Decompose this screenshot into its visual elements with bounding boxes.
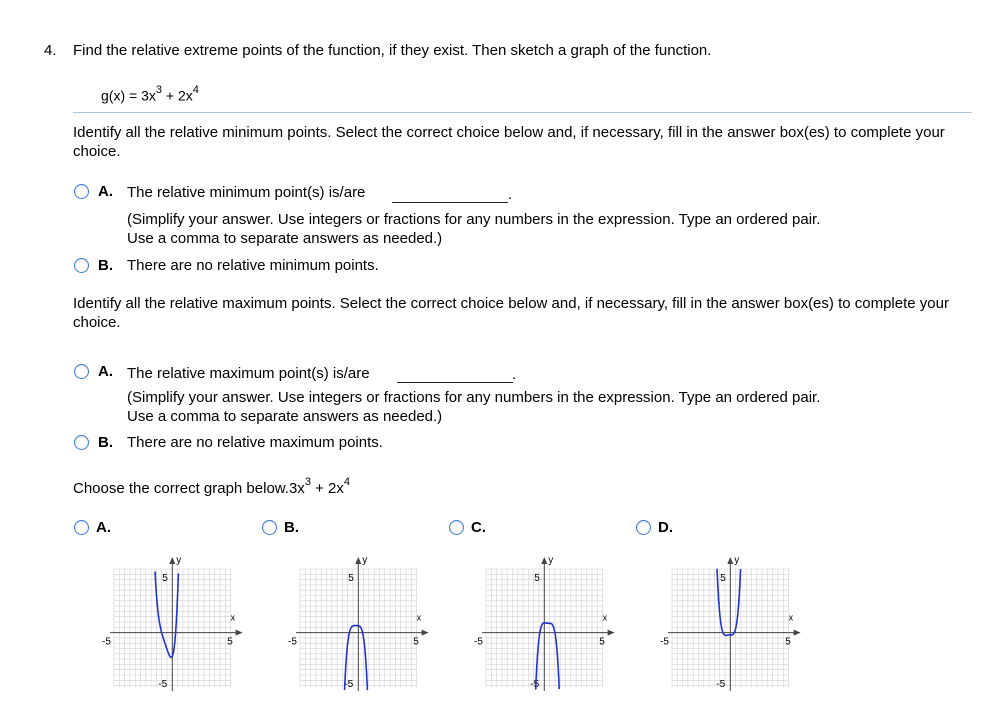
y-axis-arrow — [169, 557, 175, 564]
x-max-label: 5 — [785, 636, 791, 648]
x-axis-label: x — [788, 612, 794, 623]
graph-instruction-prefix: Choose the correct graph below.3x — [73, 480, 305, 497]
graph-instruction-exp1: 3 — [304, 476, 311, 488]
y-axis-arrow — [727, 557, 733, 564]
y-max-label: 5 — [162, 573, 168, 584]
x-axis-arrow — [236, 630, 243, 636]
graph-instruction — [73, 478, 350, 497]
min-option-b-radio[interactable] — [74, 258, 89, 273]
y-min-label: -5 — [530, 679, 540, 690]
max-answer-period: . — [512, 366, 517, 383]
x-axis-arrow — [608, 630, 615, 636]
graph-b[interactable] — [286, 545, 422, 695]
y-axis-label: y — [734, 555, 740, 566]
graph-instruction-mid: + 2x — [310, 480, 344, 497]
x-axis-arrow — [422, 630, 429, 636]
y-max-label: 5 — [348, 573, 354, 584]
max-option-a-text: The relative maximum point(s) is/are — [127, 365, 370, 382]
graph-option-b-letter: B. — [284, 519, 299, 536]
y-axis-label: y — [362, 555, 368, 566]
graph-option-c-radio[interactable] — [449, 520, 464, 535]
min-option-a-radio[interactable] — [74, 184, 89, 199]
x-max-label: 5 — [599, 636, 605, 648]
x-axis-label: x — [602, 612, 608, 623]
max-answer-box[interactable] — [397, 381, 513, 383]
max-option-a-hint: (Simplify your answer. Use integers or fractions for any numbers in the expression. Type an ordered pair. Use a comma to separate answers as needed.) — [127, 389, 821, 425]
x-min-label: -5 — [474, 636, 483, 648]
min-option-b-text: There are no relative minimum points. — [127, 257, 379, 274]
min-option-b-letter: B. — [98, 257, 113, 274]
min-answer-period: . — [508, 186, 513, 203]
min-answer-box[interactable] — [392, 201, 508, 203]
x-min-label: -5 — [660, 636, 669, 648]
function-exp2: 4 — [192, 84, 199, 96]
question-prompt: Find the relative extreme points of the function, if they exist. Then sketch a graph of the function. — [73, 42, 712, 59]
y-min-label: -5 — [344, 679, 354, 690]
function-exp1: 3 — [155, 84, 162, 96]
graph-instruction-exp2: 4 — [343, 476, 350, 488]
max-option-a-radio[interactable] — [74, 364, 89, 379]
graph-option-d-letter: D. — [658, 519, 673, 536]
y-max-label: 5 — [534, 573, 540, 584]
x-axis-arrow — [794, 630, 801, 636]
y-max-label: 5 — [720, 573, 726, 584]
min-option-a-text: The relative minimum point(s) is/are — [127, 184, 366, 201]
graph-option-d-radio[interactable] — [636, 520, 651, 535]
graph-a[interactable] — [100, 545, 236, 695]
y-axis-arrow — [541, 557, 547, 564]
y-axis-arrow — [355, 557, 361, 564]
graph-option-c-letter: C. — [471, 519, 486, 536]
min-option-a-hint: (Simplify your answer. Use integers or fractions for any numbers in the expression. Type an ordered pair. Use a comma to separate answers as needed.) — [127, 211, 821, 247]
y-min-label: -5 — [158, 679, 168, 690]
function-mid: + 2x — [161, 87, 193, 104]
x-axis-label: x — [230, 612, 236, 623]
question-number: 4. — [44, 42, 57, 59]
max-instruction: Identify all the relative maximum points. Select the correct choice below and, if necessary, fill in the answer box(es) to complete your choice. — [73, 295, 949, 331]
x-max-label: 5 — [227, 636, 233, 648]
min-option-a-letter: A. — [98, 183, 113, 200]
function-lhs: g(x) = 3x — [101, 87, 156, 104]
y-axis-label: y — [176, 555, 182, 566]
x-max-label: 5 — [413, 636, 419, 648]
y-min-label: -5 — [716, 679, 726, 690]
graph-option-b-radio[interactable] — [262, 520, 277, 535]
graph-c[interactable] — [472, 545, 608, 695]
max-option-b-letter: B. — [98, 434, 113, 451]
graph-d[interactable] — [658, 545, 794, 695]
graph-option-a-radio[interactable] — [74, 520, 89, 535]
max-option-b-text: There are no relative maximum points. — [127, 434, 383, 451]
graph-option-a-letter: A. — [96, 519, 111, 536]
x-min-label: -5 — [102, 636, 111, 648]
function-expression — [101, 86, 199, 104]
max-option-a-letter: A. — [98, 363, 113, 380]
x-min-label: -5 — [288, 636, 297, 648]
max-option-b-radio[interactable] — [74, 435, 89, 450]
x-axis-label: x — [416, 612, 422, 623]
divider — [73, 112, 972, 113]
min-instruction: Identify all the relative minimum points. Select the correct choice below and, if necessary, fill in the answer box(es) to complete your choice. — [73, 124, 945, 160]
y-axis-label: y — [548, 555, 554, 566]
